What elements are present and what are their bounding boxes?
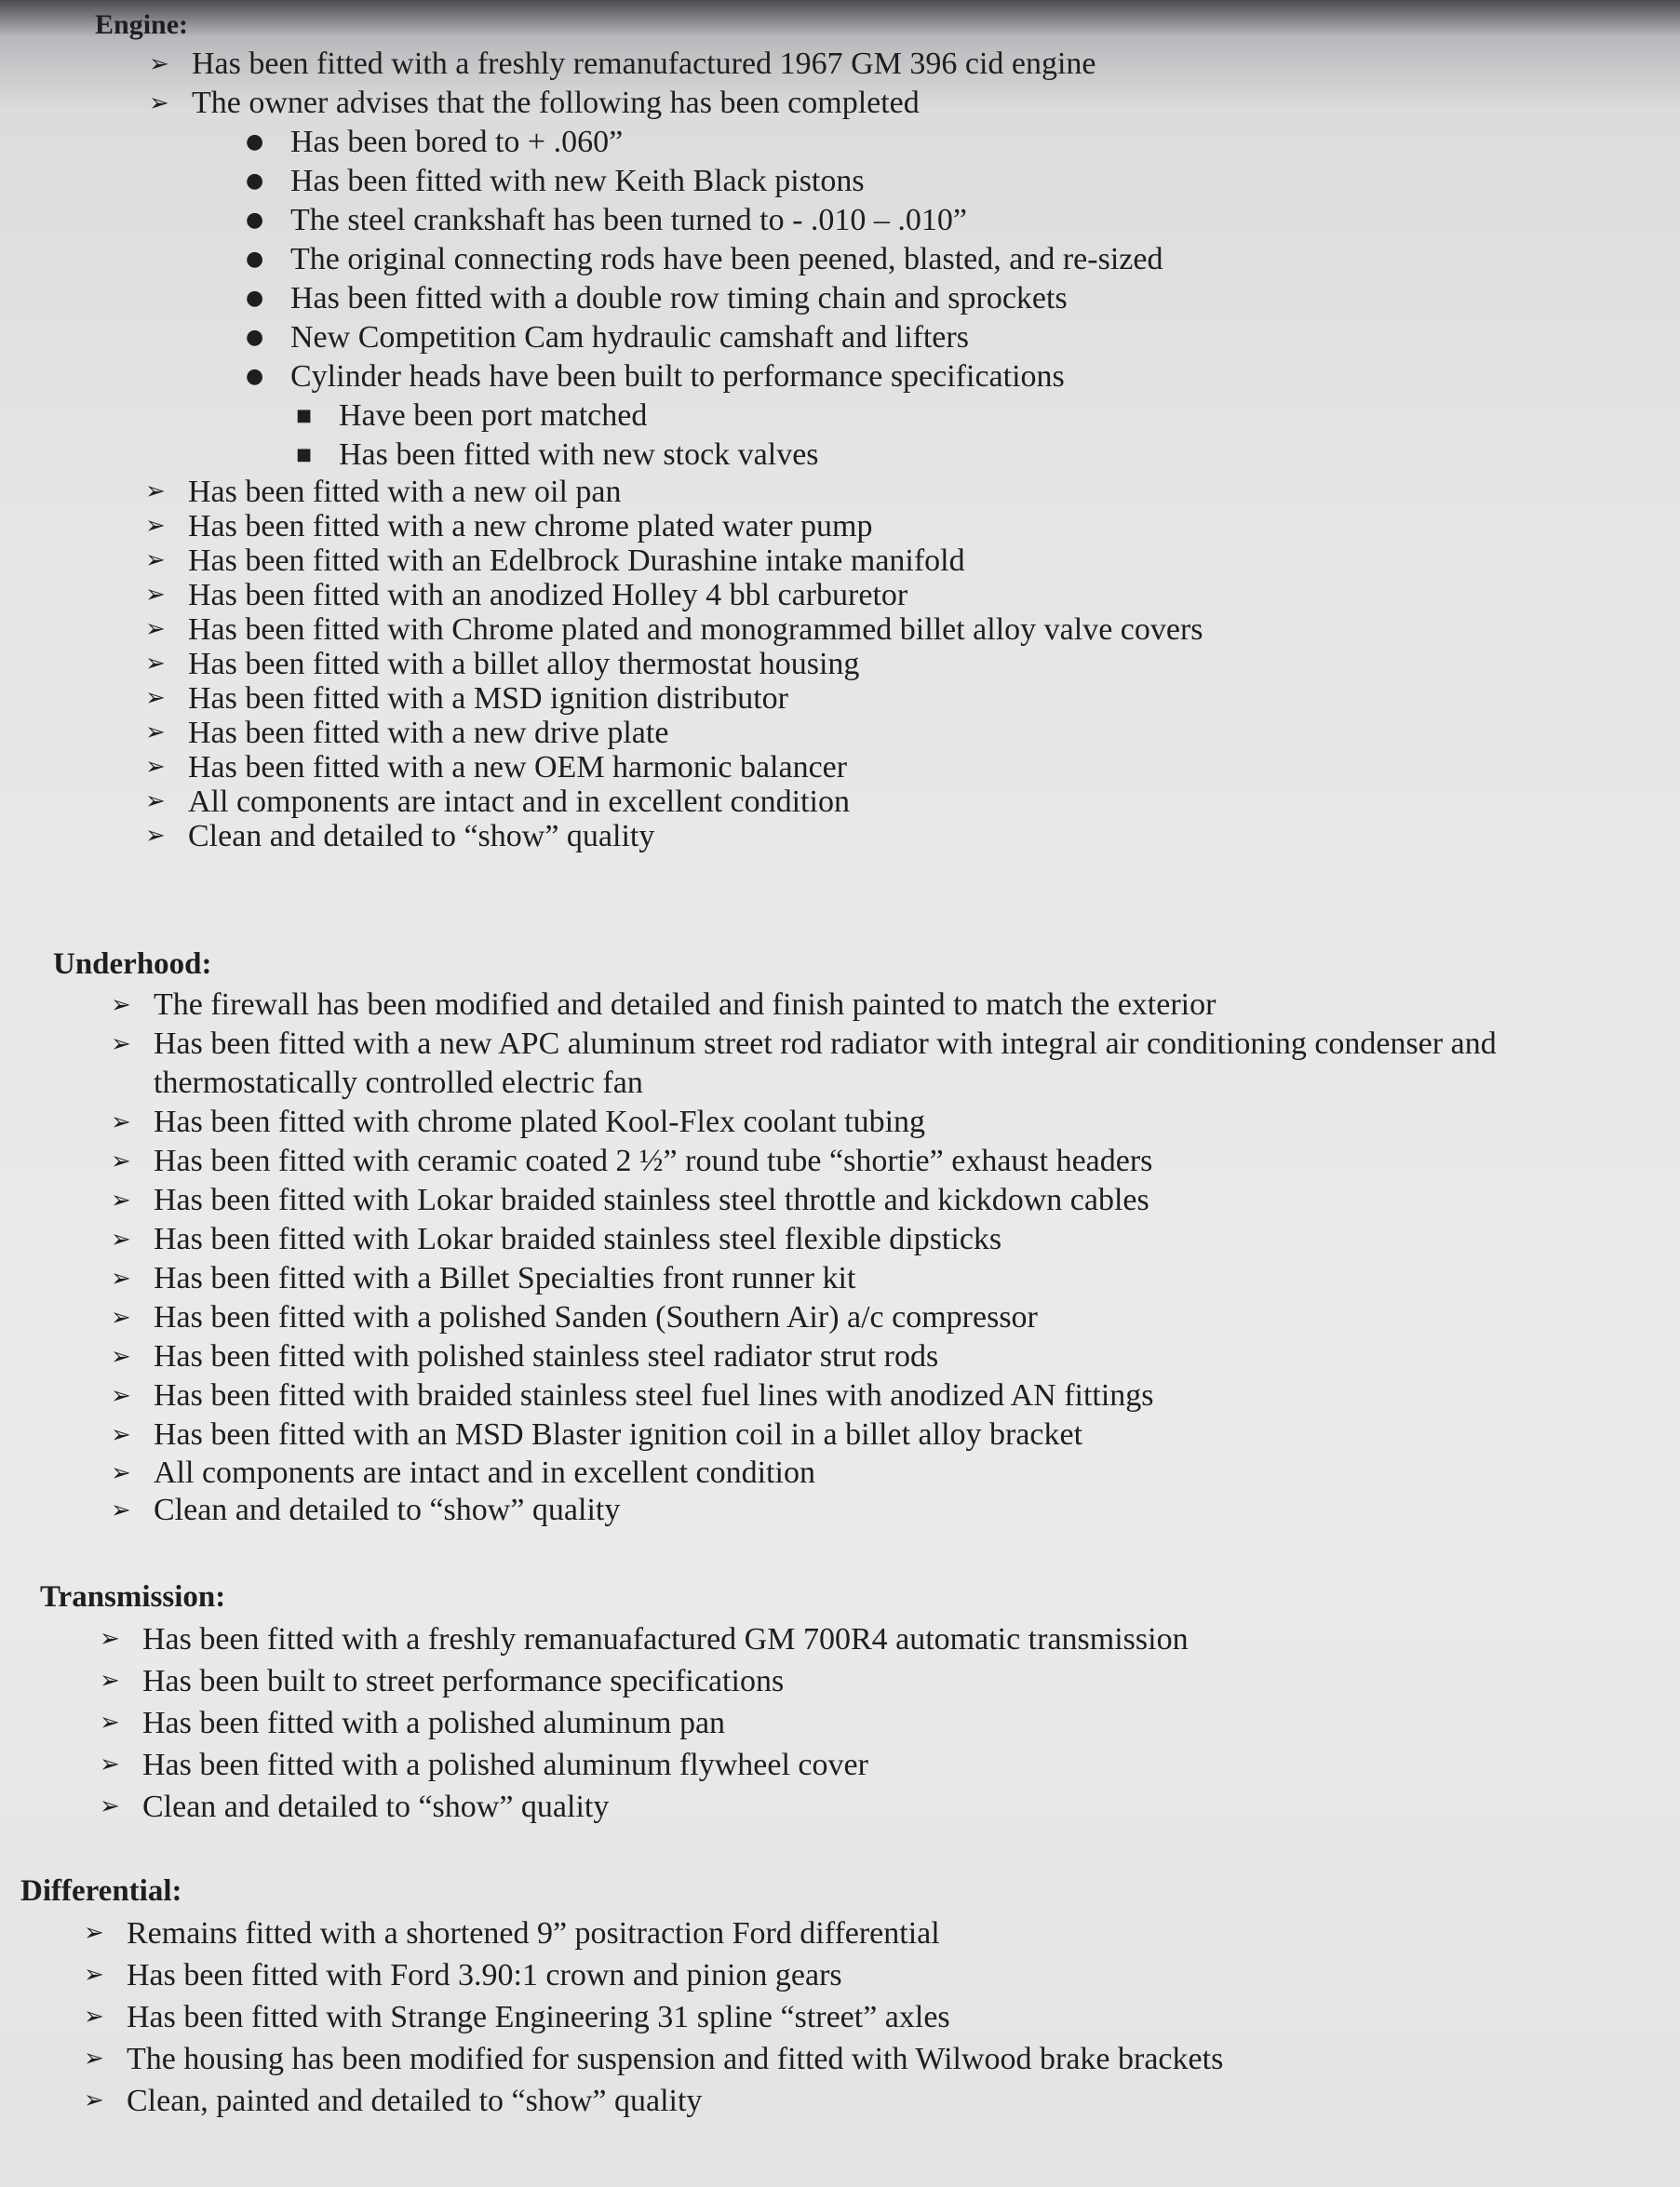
list-item: ➢ Has been fitted with a billet alloy thermostat housing xyxy=(145,647,860,681)
arrow-bullet-icon: ➢ xyxy=(111,1459,131,1487)
list-item: ● Has been bored to + .060” xyxy=(290,123,1631,162)
underhood-heading: Underhood: xyxy=(53,947,212,981)
dot-bullet-icon: ● xyxy=(246,130,264,154)
arrow-bullet-icon: ➢ xyxy=(84,2003,104,2031)
arrow-bullet-icon: ➢ xyxy=(145,512,166,540)
list-item: ● Has been fitted with a double row timing chain and sprockets xyxy=(290,279,1631,318)
engine-heading: Engine: xyxy=(95,9,189,40)
arrow-bullet-icon: ➢ xyxy=(100,1667,120,1695)
arrow-bullet-icon: ➢ xyxy=(145,615,166,643)
engine-list-a xyxy=(149,45,1631,123)
transmission-section xyxy=(40,1580,1622,1828)
arrow-bullet-icon: ➢ xyxy=(145,787,166,815)
dot-bullet-icon: ● xyxy=(246,208,264,232)
arrow-bullet-icon: ➢ xyxy=(84,2045,104,2073)
dot-bullet-icon: ● xyxy=(246,248,264,271)
transmission-list xyxy=(100,1618,1622,1828)
list-item: ➢ Has been fitted with a polished aluminum flywheel cover xyxy=(142,1744,1622,1786)
arrow-bullet-icon: ➢ xyxy=(111,1147,131,1175)
arrow-bullet-icon: ➢ xyxy=(145,753,166,781)
list-item: ● Cylinder heads have been built to performance specifications xyxy=(290,357,1631,396)
dot-bullet-icon: ● xyxy=(246,326,264,349)
list-item: ➢ Has been fitted with a freshly remanufactured 1967 GM 396 cid engine xyxy=(192,45,1631,84)
arrow-bullet-icon: ➢ xyxy=(111,1343,131,1371)
arrow-bullet-icon: ➢ xyxy=(84,2086,104,2114)
differential-heading: Differential: xyxy=(20,1874,182,1908)
list-item: ➢ Has been fitted with an MSD Blaster ignition coil in a billet alloy bracket xyxy=(154,1416,1635,1455)
list-item: ➢ Has been fitted with a freshly remanuafactured GM 700R4 automatic transmission xyxy=(142,1618,1622,1660)
arrow-bullet-icon: ➢ xyxy=(100,1751,120,1778)
list-item: ➢ Has been fitted with a new APC aluminum street rod radiator with integral air conditioning condenser and thermostatically controlled electric fan xyxy=(111,1026,1497,1100)
list-item: ➢ Has been fitted with Lokar braided stainless steel throttle and kickdown cables xyxy=(154,1181,1635,1220)
list-item: ➢ Has been fitted with Lokar braided stainless steel flexible dipsticks xyxy=(154,1220,1635,1259)
list-item: ➢ Has been fitted with an anodized Holley 4 bbl carburetor xyxy=(145,578,908,612)
list-item: ● The original connecting rods have been peened, blasted, and re-sized xyxy=(290,240,1631,279)
dot-bullet-icon: ● xyxy=(246,365,264,388)
list-item: ➢ Has been fitted with Strange Engineering 31 spline “street” axles xyxy=(127,1996,1603,2038)
list-item: ➢ Clean and detailed to “show” quality xyxy=(145,819,655,853)
engine-sub-list xyxy=(246,123,1631,396)
square-bullet-icon: ■ xyxy=(296,445,313,464)
list-item: ➢ Has been fitted with a new drive plate xyxy=(145,716,669,750)
list-item: ➢ Has been fitted with an Edelbrock Durashine intake manifold xyxy=(145,543,965,578)
arrow-bullet-icon: ➢ xyxy=(111,1496,131,1524)
arrow-bullet-icon: ➢ xyxy=(111,991,131,1019)
arrow-bullet-icon: ➢ xyxy=(100,1792,120,1820)
list-item: ● The steel crankshaft has been turned to - .010 – .010” xyxy=(290,201,1631,240)
arrow-bullet-icon: ➢ xyxy=(145,581,166,609)
differential-section xyxy=(20,1874,1603,2122)
list-item: ➢ Has been fitted with a new chrome plated water pump xyxy=(145,509,873,543)
dot-bullet-icon: ● xyxy=(246,287,264,310)
list-item: ➢ Has been fitted with a MSD ignition distributor xyxy=(145,681,788,716)
list-item: ➢ Clean and detailed to “show” quality xyxy=(111,1493,621,1527)
underhood-section xyxy=(53,947,1635,1529)
list-item: ➢ Clean, painted and detailed to “show” quality xyxy=(127,2080,1603,2122)
arrow-bullet-icon: ➢ xyxy=(111,1304,131,1332)
dot-bullet-icon: ● xyxy=(246,169,264,193)
list-item: ● Has been fitted with new Keith Black pistons xyxy=(290,162,1631,201)
list-item: ➢ Has been fitted with a new oil pan xyxy=(145,475,622,509)
list-item: ➢ All components are intact and in excellent condition xyxy=(145,785,850,819)
list-item: ● New Competition Cam hydraulic camshaft and lifters xyxy=(290,318,1631,357)
arrow-bullet-icon: ➢ xyxy=(145,822,166,850)
arrow-bullet-icon: ➢ xyxy=(149,89,169,117)
list-item: ➢ The firewall has been modified and detailed and finish painted to match the exterior xyxy=(154,986,1635,1025)
arrow-bullet-icon: ➢ xyxy=(145,650,166,678)
arrow-bullet-icon: ➢ xyxy=(145,546,166,574)
arrow-bullet-icon: ➢ xyxy=(111,1187,131,1214)
list-item: ➢ Has been fitted with chrome plated Kool-Flex coolant tubing xyxy=(154,1103,1635,1142)
list-item: ➢ Has been fitted with a polished aluminum pan xyxy=(142,1702,1622,1744)
list-item: ■ Have been port matched xyxy=(339,396,1631,436)
list-item: ➢ Has been fitted with polished stainless steel radiator strut rods xyxy=(154,1337,1635,1376)
arrow-bullet-icon: ➢ xyxy=(111,1030,131,1058)
list-item: ➢ Has been built to street performance specifications xyxy=(142,1660,1622,1702)
engine-section xyxy=(95,9,1631,853)
arrow-bullet-icon: ➢ xyxy=(149,50,169,78)
list-item: ➢ Has been fitted with Ford 3.90:1 crown and pinion gears xyxy=(127,1954,1603,1996)
arrow-bullet-icon: ➢ xyxy=(100,1625,120,1653)
list-item: ■ Has been fitted with new stock valves xyxy=(339,436,1631,475)
engine-sub-sub-list xyxy=(296,396,1631,475)
transmission-heading: Transmission: xyxy=(40,1580,226,1614)
differential-list xyxy=(84,1912,1603,2122)
arrow-bullet-icon: ➢ xyxy=(145,718,166,746)
arrow-bullet-icon: ➢ xyxy=(145,684,166,712)
arrow-bullet-icon: ➢ xyxy=(100,1709,120,1737)
list-item: ➢ Has been fitted with Chrome plated and monogrammed billet alloy valve covers xyxy=(145,612,1203,647)
arrow-bullet-icon: ➢ xyxy=(84,1961,104,1989)
list-item: ➢ Has been fitted with a polished Sanden (Southern Air) a/c compressor xyxy=(154,1298,1635,1337)
list-item: ➢ Remains fitted with a shortened 9” positraction Ford differential xyxy=(127,1912,1603,1954)
square-bullet-icon: ■ xyxy=(296,406,313,425)
arrow-bullet-icon: ➢ xyxy=(111,1421,131,1449)
list-item: ➢ The housing has been modified for suspension and fitted with Wilwood brake brackets xyxy=(127,2038,1603,2080)
underhood-list xyxy=(111,986,1635,1529)
list-item: ➢ All components are intact and in excellent condition xyxy=(111,1456,815,1490)
list-item: ➢ Has been fitted with braided stainless steel fuel lines with anodized AN fittings xyxy=(154,1376,1635,1416)
arrow-bullet-icon: ➢ xyxy=(111,1265,131,1293)
arrow-bullet-icon: ➢ xyxy=(145,477,166,505)
engine-list-b xyxy=(145,475,1631,853)
arrow-bullet-icon: ➢ xyxy=(111,1382,131,1410)
list-item: ➢ The owner advises that the following has been completed xyxy=(192,84,1631,123)
list-item: ➢ Has been fitted with ceramic coated 2 ½” round tube “shortie” exhaust headers xyxy=(154,1142,1635,1181)
list-item: ➢ Has been fitted with a Billet Specialties front runner kit xyxy=(154,1259,1635,1298)
arrow-bullet-icon: ➢ xyxy=(111,1108,131,1136)
arrow-bullet-icon: ➢ xyxy=(84,1919,104,1947)
list-item: ➢ Clean and detailed to “show” quality xyxy=(142,1786,1622,1828)
list-item: ➢ Has been fitted with a new OEM harmonic balancer xyxy=(145,750,848,785)
arrow-bullet-icon: ➢ xyxy=(111,1226,131,1254)
